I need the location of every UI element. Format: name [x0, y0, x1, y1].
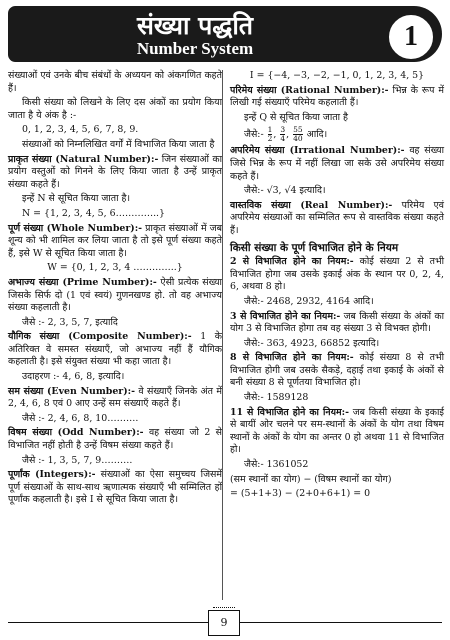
prime-number-text: ऐसी प्रत्येक संख्या जिसके सिर्फ दो (1 एवं स्वयं) गुणनखण्ड हो. तो वह अभाज्य संख्या कहलाती है।	[8, 276, 222, 314]
rule-2-example: जैसे:- 2468, 2932, 4164 आदि।	[244, 295, 374, 307]
rule-8-example: जैसे:- 1589128	[244, 392, 309, 404]
natural-number-definition	[8, 154, 222, 192]
irrational-number-definition	[230, 145, 444, 183]
composite-number-heading: यौगिक संख्या (Composite Number):-	[8, 331, 192, 343]
rule-11-text: जब किसी संख्या के इकाई से बायीं ओर चलने पर सम-स्थानों के अंकों के योग तथा विषम स्थानों के अंकों के योग का अन्तर 0 हो अथवा 11 से विभाजित हो।	[230, 406, 444, 456]
rational-number-note: इन्हें Q से सूचित किया जाता है	[244, 111, 348, 123]
fraction-numerator: 3	[280, 125, 286, 135]
rule-divisible-by-2	[230, 256, 444, 294]
intro-paragraph: संख्याओं एवं उनके बीच संबंधों के अध्ययन को अंकगणित कहते हैं।	[8, 70, 222, 94]
rule-divisible-by-11	[230, 407, 444, 457]
even-number-definition	[8, 386, 222, 411]
rule-8-text: कोई संख्या 8 से तभी विभाजित होगी जब उसके सैकड़े, दहाई तथा इकाई के अंकों से बनी संख्या 8 से पूर्णतया विभाजित हो।	[230, 352, 444, 389]
irrational-number-example: जैसे:- √3, √4 इत्यादि।	[244, 185, 326, 197]
rational-number-heading: परिमेय संख्या (Rational Number):-	[230, 84, 389, 96]
odd-number-example: जैसे :- 1, 3, 5, 7, 9……….	[22, 454, 133, 466]
integer-definition	[8, 469, 222, 507]
integer-set: I = {−4, −3, −2, −1, 0, 1, 2, 3, 4, 5}	[249, 70, 425, 81]
rational-number-example: जैसे:- $\frac{1}{2}$ , $\frac{3}{4}$ , $\frac{55}{40}$ आदि।	[244, 125, 328, 144]
whole-number-definition	[8, 223, 222, 261]
natural-number-heading: प्राकृत संख्या (Natural Number):-	[8, 153, 159, 165]
rational-number-definition	[230, 85, 444, 110]
digits-intro: किसी संख्या को लिखने के लिए दस अंकों का प्रयोग किया जाता है ये अंक है :-	[8, 97, 222, 121]
prime-number-heading: अभाज्य संख्या (Prime Number):-	[8, 276, 157, 288]
even-number-heading: सम संख्या (Even Number):-	[8, 385, 136, 397]
rule-11-heading: 11 से विभाजित होने का नियम:-	[230, 406, 350, 418]
rule-2-heading: 2 से विभाजित होने का नियम:-	[230, 256, 354, 268]
whole-number-set: W = {0, 1, 2, 3, 4 …………..}	[47, 262, 183, 274]
real-number-heading: वास्तविक संख्या (Real Number):-	[230, 199, 393, 211]
categories-intro: संख्याओं को निम्नलिखित वर्गों में विभाजित किया जाता है	[22, 138, 215, 150]
odd-number-heading: विषम संख्या (Odd Number):-	[8, 427, 144, 439]
digits-list: 0, 1, 2, 3, 4, 5, 6, 7, 8, 9.	[22, 124, 139, 136]
rule-11-example: जैसे:- 1361052	[244, 459, 309, 471]
whole-number-text: प्राकृत संख्याओं में जब शून्य को भी शामिल कर लिया जाता है तो इसे पूर्ण संख्या कहते हैं, इसे W से सूचित किया जाता है।	[8, 222, 222, 259]
fraction-denominator: 40	[293, 134, 303, 144]
divisibility-rules-heading: किसी संख्या के पूर्ण विभाजित होने के नियम	[230, 241, 399, 254]
even-number-text: वे संख्याएँ जिनके अंत में 2, 4, 6, 8 एवं 0 आए उन्हें सम संख्याएँ कहते हैं।	[8, 385, 222, 410]
whole-number-heading: पूर्ण संख्या (Whole Number):-	[8, 222, 143, 234]
rule-11-calculation-labels: (सम स्थानों का योग) − (विषम स्थानों का योग)	[230, 473, 392, 485]
irrational-number-heading: अपरिमेय संख्या (Irrational Number):-	[230, 145, 405, 157]
rational-number-text: भिन्न के रूप में लिखी गई संख्याएँ परिमेय कहलाती हैं।	[230, 84, 445, 109]
rule-divisible-by-8	[230, 352, 444, 390]
integer-heading: पूर्णांक (Integers):-	[8, 469, 96, 481]
composite-number-example: उदाहरण :- 4, 6, 8, इत्यादि।	[22, 371, 125, 383]
irrational-number-text: वह संख्या जिसे भिन्न के रूप में नहीं लिखा जा सके उसे अपरिमेय संख्या कहते हैं।	[230, 145, 444, 182]
fraction-numerator: 55	[293, 125, 303, 135]
fraction-denominator: 2	[267, 134, 273, 144]
page-footer	[0, 608, 450, 638]
natural-number-note: इन्हें N से सूचित किया जाता है।	[22, 193, 131, 205]
rule-3-example: जैसे:- 363, 4923, 66852 इत्यादि।	[244, 337, 380, 349]
integer-text: संख्याओं का ऐसा समुच्चय जिसमें पूर्ण संख्याओं के साथ-साथ ऋणात्मक संख्याएँ भी सम्मिलित हों पूर्णांक कहलाती है। इसे I से सूचित किया जाता है।	[8, 469, 223, 506]
composite-number-text: 1 के अतिरिक्त वे समस्त संख्याएँ, जो अभाज्य नहीं हैं यौगिक कहलाती है। इसे संयुक्त संख्या भी कहा जाता है।	[8, 331, 222, 368]
right-column	[230, 70, 444, 503]
natural-number-text: जिन संख्याओं का प्रयोग वस्तुओं को गिनने के लिए किया जाता है उन्हें प्राकृत संख्या कहते हैं।	[8, 153, 222, 190]
fraction-one-half	[268, 126, 273, 143]
fraction-numerator: 1	[267, 125, 273, 135]
rule-11-calculation-values: = (5+1+3) − (2+0+6+1) = 0	[230, 488, 371, 500]
composite-number-definition	[8, 331, 222, 369]
chapter-title-hindi: संख्या पद्धति	[136, 11, 254, 40]
page-number: 9	[208, 610, 240, 636]
column-divider	[222, 70, 223, 600]
rational-example-suffix: आदि।	[306, 129, 328, 141]
fraction-fifty-five-fortieths	[293, 126, 303, 143]
odd-number-text: वह संख्या जो 2 से विभाजित नहीं होती है उन्हें विषम संख्या कहते हैं।	[8, 427, 222, 452]
prime-number-definition	[8, 277, 222, 315]
chapter-number-badge: 1	[386, 12, 436, 62]
odd-number-definition	[8, 427, 222, 452]
chapter-header	[8, 6, 442, 62]
even-number-example: जैसे :- 2, 4, 6, 8, 10……….	[22, 412, 139, 424]
chapter-title-english: Number System	[136, 39, 254, 58]
real-number-text: परिमेय एवं अपरिमेय संख्याओं का सम्मिलित रूप से वास्तविक संख्या कहते हैं।	[230, 199, 444, 236]
prime-number-example: जैसे :- 2, 3, 5, 7, इत्यादि	[22, 316, 118, 328]
rule-3-text: जब किसी संख्या के अंकों का योग 3 से विभाजित होगा तब वह संख्या 3 से विभक्त होगी।	[230, 310, 444, 335]
rule-2-text: कोई संख्या 2 से तभी विभाजित होगा जब उसके इकाई अंक के स्थान पर 0, 2, 4, 6, अथवा 8 हो।	[230, 256, 444, 293]
fraction-three-quarters	[280, 126, 285, 143]
rule-8-heading: 8 से विभाजित होने का नियम:-	[230, 352, 354, 364]
rule-divisible-by-3	[230, 311, 444, 336]
real-number-definition	[230, 200, 444, 238]
rational-example-label: जैसे:-	[244, 129, 264, 141]
left-column	[8, 70, 222, 509]
rule-3-heading: 3 से विभाजित होने का नियम:-	[230, 310, 341, 322]
fraction-denominator: 4	[280, 134, 286, 144]
natural-number-set: N = {1, 2, 3, 4, 5, 6…………..}	[22, 207, 165, 219]
